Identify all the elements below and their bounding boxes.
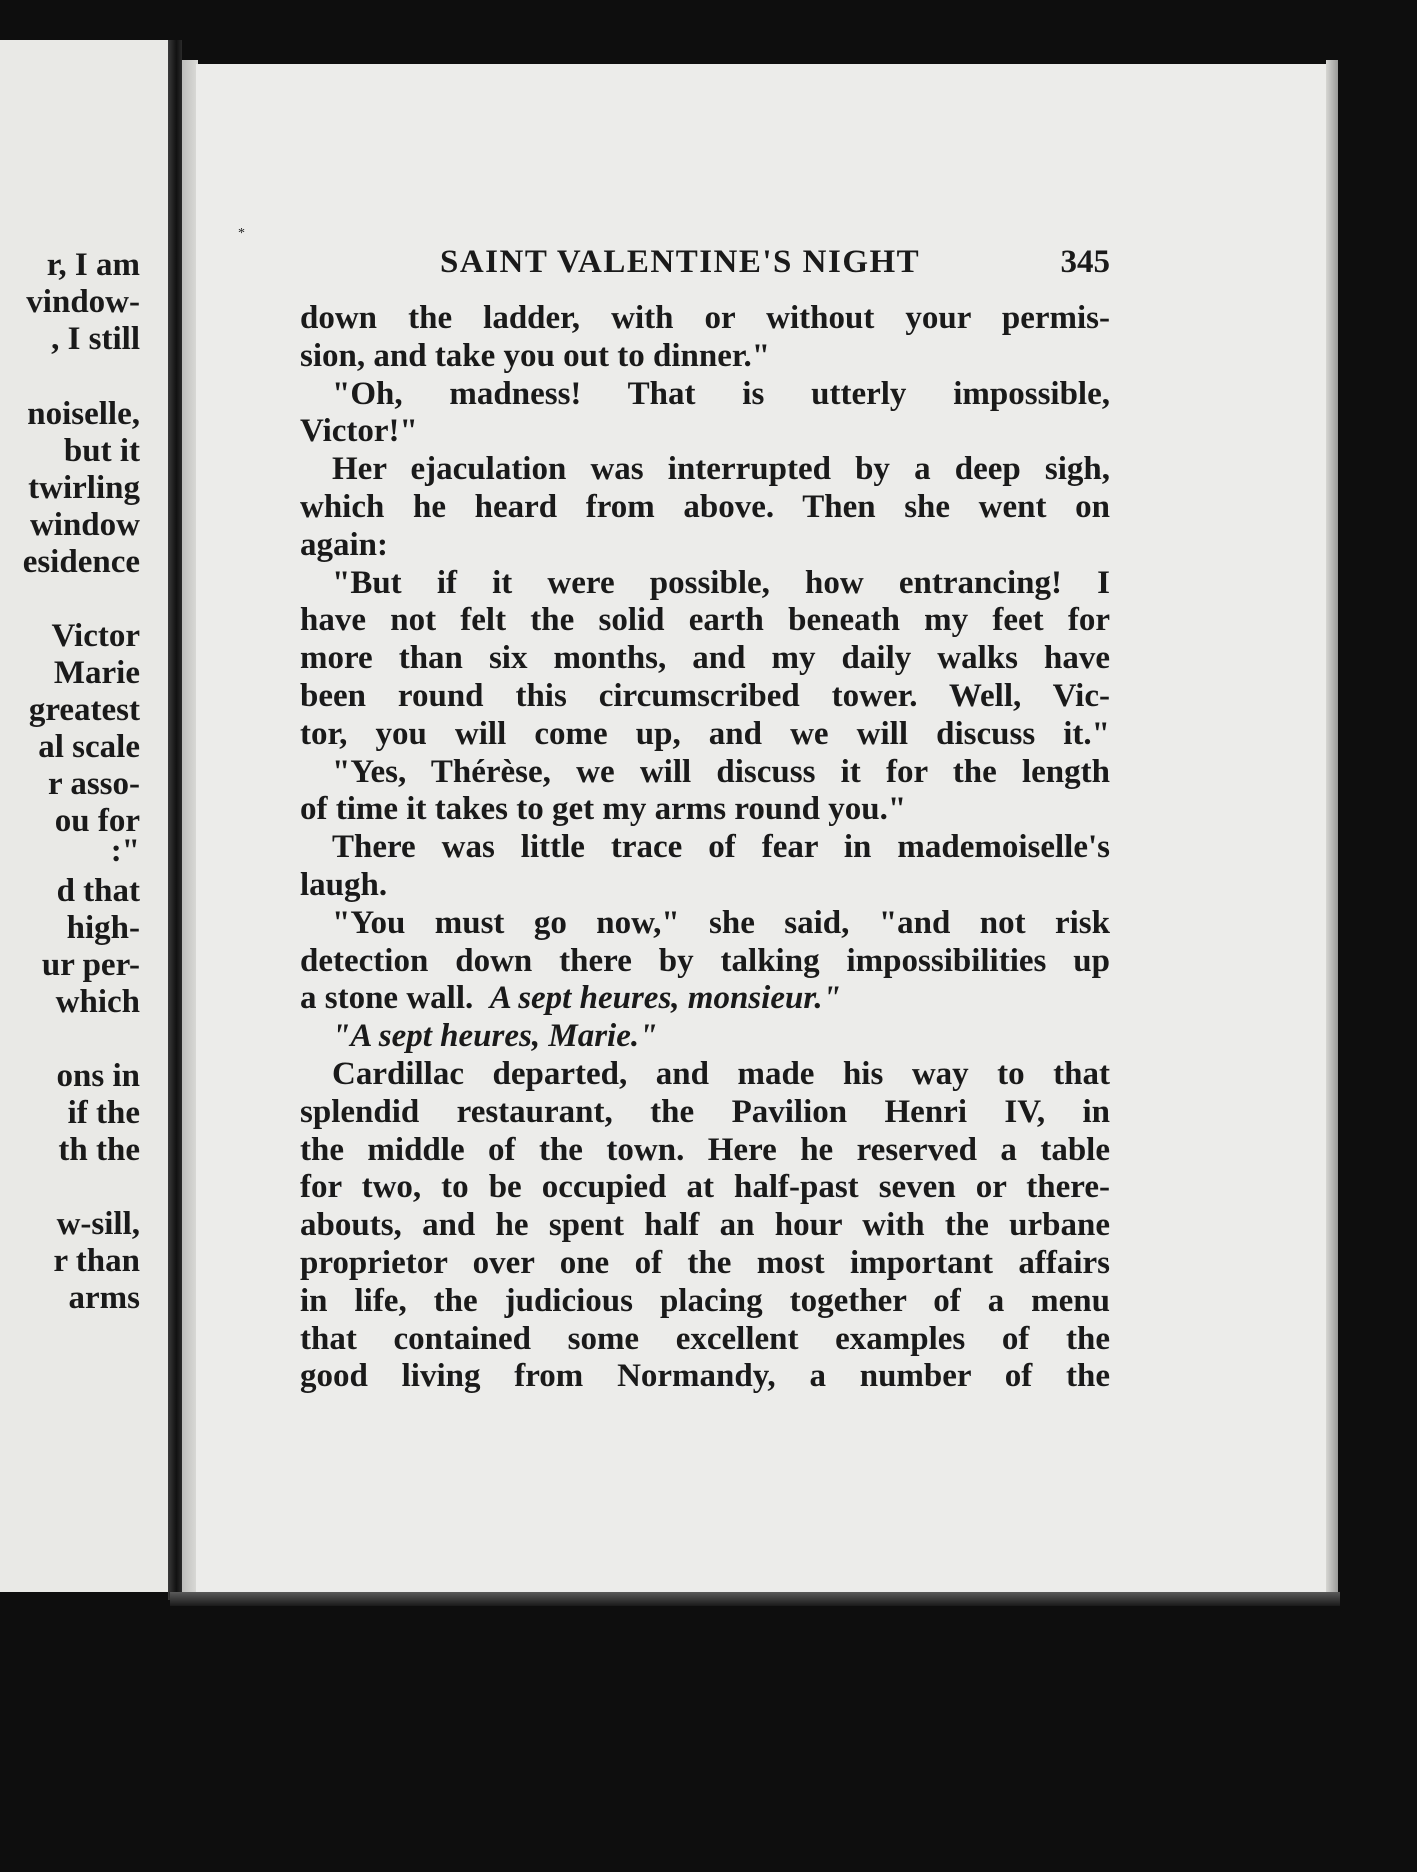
text-line: in life, the judicious placing together of a menu [300, 1282, 1110, 1319]
fragment-line: Marie [53, 655, 140, 691]
fragment-line: :" [110, 833, 140, 869]
text-line: have not felt the solid earth beneath my feet for [300, 602, 1110, 639]
text-line: Her ejaculation was interrupted by a deep sigh, [332, 451, 1110, 488]
text-line: of time it takes to get my arms round you." [300, 791, 907, 828]
body-text [300, 300, 1110, 1396]
fragment-line: th the [58, 1132, 140, 1168]
fragment-line: but it [63, 433, 140, 469]
fragment-line: ons in [56, 1058, 140, 1094]
text-line: abouts, and he spent half an hour with the urbane [300, 1207, 1110, 1244]
fragment-line: ou for [54, 803, 140, 839]
text-line: tor, you will come up, and we will discuss it." [300, 715, 1110, 752]
text-line: "Oh, madness! That is utterly impossible, [332, 375, 1110, 412]
text-line: good living from Normandy, a number of the [300, 1358, 1110, 1395]
text-line: more than six months, and my daily walks have [300, 640, 1110, 677]
fragment-line: twirling [28, 470, 140, 506]
page-bottom-edge [170, 1592, 1340, 1606]
fragment-line: greatest [28, 692, 140, 728]
print-speck: * [238, 226, 245, 241]
text-line: There was little trace of fear in mademoiselle's [332, 829, 1110, 866]
text-line: laugh. [300, 866, 388, 903]
fragment-line: ur per- [41, 947, 140, 983]
text-line: again: [300, 526, 389, 563]
text-line: proprietor over one of the most important affairs [300, 1244, 1110, 1281]
fragment-line: high- [66, 910, 140, 946]
text-line: Cardillac departed, and made his way to that [332, 1055, 1110, 1092]
fragment-line: Victor [51, 618, 140, 654]
previous-page-text [0, 40, 140, 1592]
fragment-line: which [55, 984, 140, 1020]
fragment-line: vindow- [26, 284, 140, 320]
fragment-line: noiselle, [27, 396, 140, 432]
text-line: sion, and take you out to dinner." [300, 337, 771, 374]
fragment-line: , I still [51, 321, 140, 357]
text-line: been round this circumscribed tower. Well, Vic- [300, 677, 1110, 714]
fragment-line: arms [68, 1280, 140, 1316]
text-line: down the ladder, with or without your permis- [300, 300, 1110, 336]
running-head-title: SAINT VALENTINE'S NIGHT [440, 244, 921, 280]
text-line: the middle of the town. Here he reserved a table [300, 1131, 1110, 1168]
text-line: that contained some excellent examples of the [300, 1320, 1110, 1357]
italic-text: A sept heures, monsieur." [489, 980, 841, 1017]
fragment-line: esidence [22, 544, 140, 580]
text-line: "You must go now," she said, "and not risk [332, 904, 1110, 941]
page-edge [1326, 60, 1338, 1600]
running-head [440, 244, 1110, 288]
text-line: for two, to be occupied at half-past seven or there- [300, 1169, 1110, 1206]
fragment-line: al scale [38, 729, 140, 765]
fragment-line: d that [56, 873, 140, 909]
book-binding [168, 40, 182, 1600]
fragment-line: window [29, 507, 140, 543]
page-number: 345 [1060, 244, 1110, 280]
fragment-line: r asso- [48, 766, 140, 802]
text-line: Victor!" [300, 413, 418, 450]
text-line [300, 1018, 1110, 1056]
text-line [300, 980, 1110, 1018]
fragment-line: r than [53, 1243, 140, 1279]
text-line: "But if it were possible, how entrancing! I [332, 564, 1110, 601]
text-line: which he heard from above. Then she went on [300, 488, 1110, 525]
italic-text: "A sept heures, Marie." [332, 1018, 658, 1055]
fragment-line: if the [67, 1095, 140, 1131]
text-segment: a stone wall. [300, 980, 474, 1017]
fragment-line: r, I am [46, 247, 140, 283]
previous-page-fragment [0, 40, 168, 1592]
text-line: "Yes, Thérèse, we will discuss it for the length [332, 753, 1110, 790]
text-line: splendid restaurant, the Pavilion Henri IV, in [300, 1093, 1110, 1130]
text-line: detection down there by talking impossibilities up [300, 942, 1110, 979]
fragment-line: w-sill, [56, 1206, 140, 1242]
